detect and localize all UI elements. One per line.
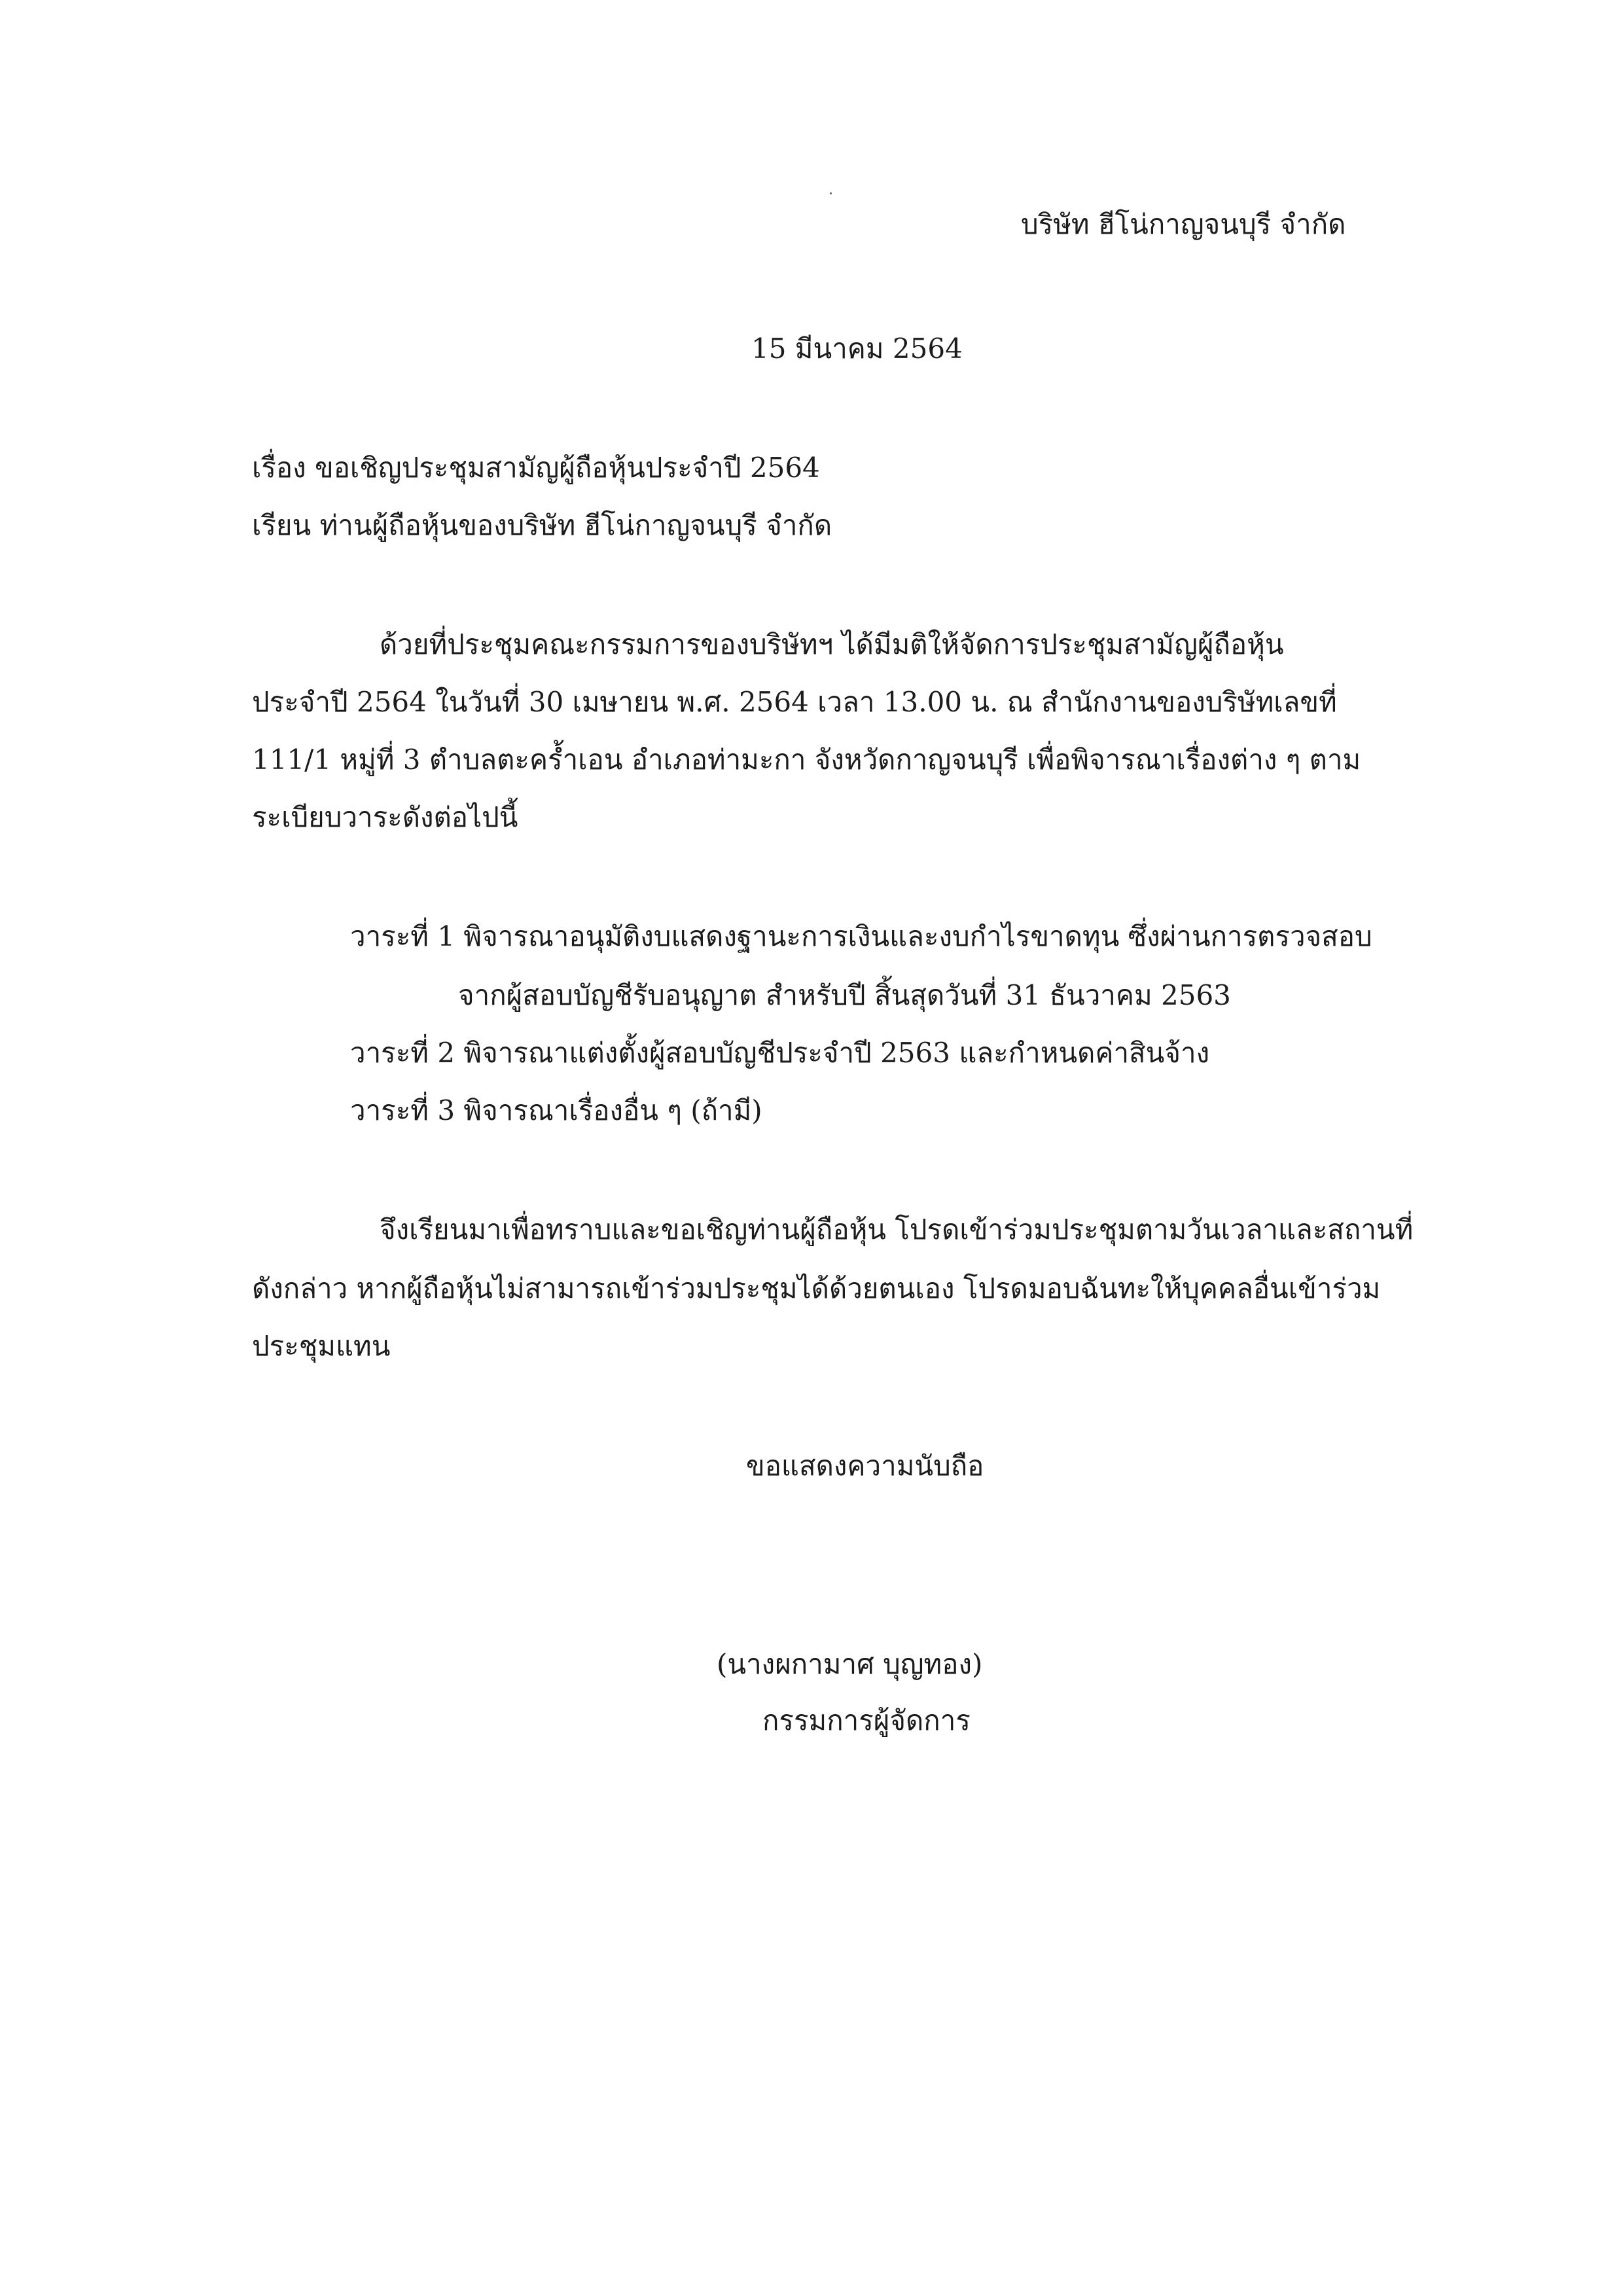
agenda-item: วาระที่ 2 พิจารณาแต่งตั้งผู้สอบบัญชีประจำปี 2563 และกำหนดค่าสินจ้าง (350, 1037, 1210, 1069)
signer-name: (นางผกามาศ บุญทอง) (717, 1648, 983, 1680)
recipient-line: เรียน ท่านผู้ถือหุ้นของบริษัท ฮีโน่กาญจนบุรี จำกัด (252, 509, 832, 541)
intro-line: ด้วยที่ประชุมคณะกรรมการของบริษัทฯ ได้มีมติให้จัดการประชุมสามัญผู้ถือหุ้น (380, 628, 1284, 660)
invitation-line: ดังกล่าว หากผู้ถือหุ้นไม่สามารถเข้าร่วมประชุมได้ด้วยตนเอง โปรดมอบฉันทะให้บุคคลอื่นเข้าร่วม (252, 1272, 1381, 1304)
intro-line: 111/1 หมู่ที่ 3 ตำบลตะคร้ำเอน อำเภอท่ามะกา จังหวัดกาญจนบุรี เพื่อพิจารณาเรื่องต่าง ๆ ตาม (252, 744, 1361, 776)
intro-line: ระเบียบวาระดังต่อไปนี้ (252, 801, 518, 833)
agenda-item: วาระที่ 1 พิจารณาอนุมัติงบแสดงฐานะการเงินและงบกำไรขาดทุน ซึ่งผ่านการตรวจสอบ (350, 920, 1372, 952)
intro-line: ประจำปี 2564 ในวันที่ 30 เมษายน พ.ศ. 2564 เวลา 13.00 น. ณ สำนักงานของบริษัทเลขที่ (252, 686, 1337, 718)
company-header: บริษัท ฮีโน่กาญจนบุรี จำกัด (1021, 208, 1346, 240)
closing-salutation: ขอแสดงความนับถือ (746, 1450, 984, 1482)
invitation-line: จึงเรียนมาเพื่อทราบและขอเชิญท่านผู้ถือหุ้น โปรดเข้าร่วมประชุมตามวันเวลาและสถานที่ (380, 1213, 1414, 1246)
invitation-line: ประชุมแทน (252, 1330, 391, 1362)
subject-line: เรื่อง ขอเชิญประชุมสามัญผู้ถือหุ้นประจำปี 2564 (252, 452, 820, 484)
agenda-item-continuation: จากผู้สอบบัญชีรับอนุญาต สำหรับปี สิ้นสุดวันที่ 31 ธันวาคม 2563 (458, 979, 1231, 1011)
scan-speck (830, 192, 832, 194)
agenda-item: วาระที่ 3 พิจารณาเรื่องอื่น ๆ (ถ้ามี) (350, 1094, 762, 1126)
letter-date: 15 มีนาคม 2564 (751, 332, 963, 365)
signer-title: กรรมการผู้จัดการ (762, 1704, 971, 1736)
